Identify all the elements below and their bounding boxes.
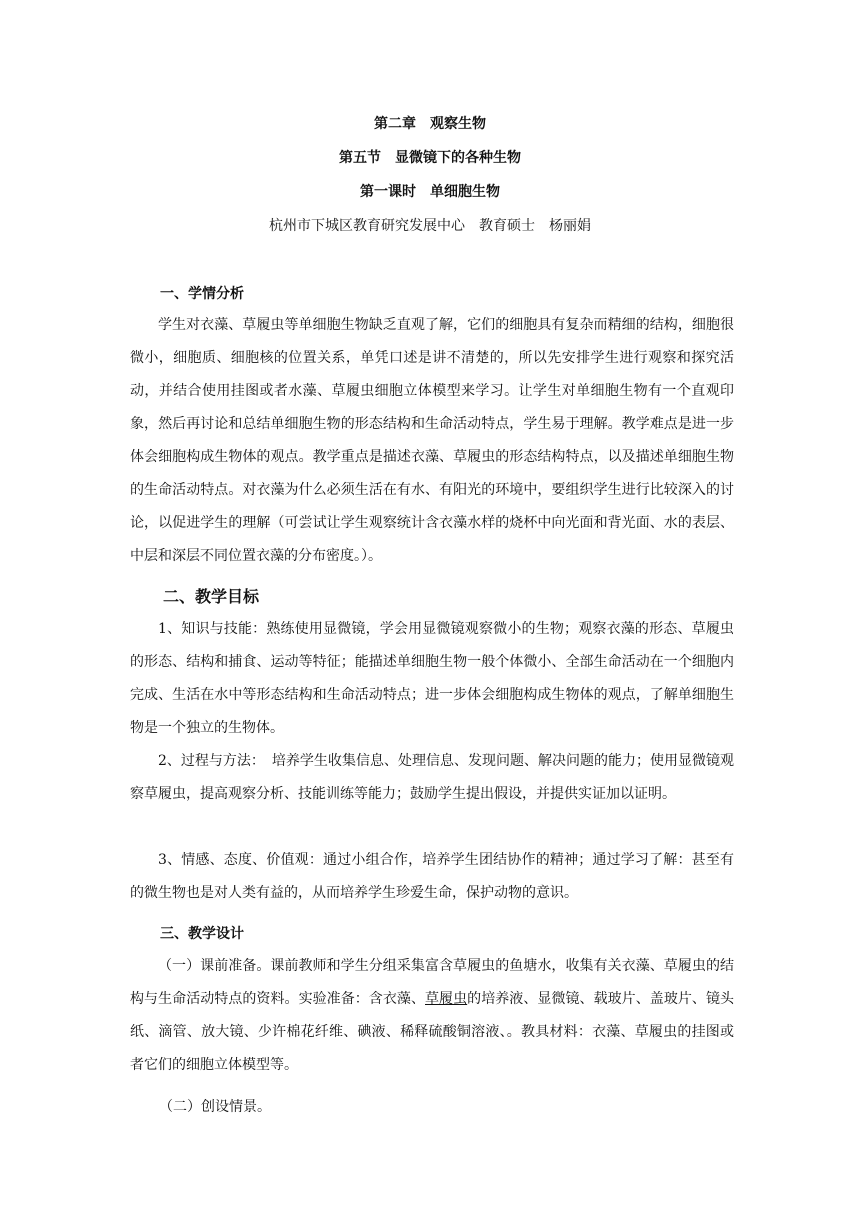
section-title: 第五节 显微镜下的各种生物	[339, 150, 521, 166]
paragraph-scene: （二）创设情景。	[159, 1099, 271, 1115]
heading-teaching-goals: 二、教学目标	[163, 587, 260, 606]
paragraph-preparation	[130, 950, 734, 1082]
preparation-text-a: （一）课前准备。课前教师和学生分组采集富含草履虫的鱼塘水，收集有关衣藻、草履虫的结构与生命活动特点的资料。实验准备：含衣藻、	[130, 958, 734, 1007]
author-line: 杭州市下城区教育研究发展中心 教育硕士 杨丽娟	[269, 218, 591, 234]
preparation-underlined-term: 草履虫	[425, 991, 468, 1007]
lesson-title: 第一课时 单细胞生物	[360, 184, 500, 200]
chapter-title: 第二章 观察生物	[374, 116, 486, 132]
heading-teaching-design: 三、教学设计	[160, 926, 244, 942]
paragraph-student-analysis: 学生对衣藻、草履虫等单细胞生物缺乏直观了解，它们的细胞具有复杂而精细的结构，细胞很微小，细胞质、细胞核的位置关系，单凭口述是讲不清楚的，所以先安排学生进行观察和探究活动，并结合使用挂图或者水藻、草履虫细胞立体模型来学习。让学生对单细胞生物有一个直观印象，然后再讨论和总结单细胞生物的形态结构和生命活动特点，学生易于理解。教学难点是进一步体会细胞构成生物体的观点。教学重点是描述衣藻、草履虫的形态结构特点，以及描述单细胞生物的生命活动特点。对衣藻为什么必须生活在有水、有阳光的环境中，要组织学生进行比较深入的讨论，以促进学生的理解（可尝试让学生观察统计含衣藻水样的烧杯中向光面和背光面、水的表层、中层和深层不同位置衣藻的分布密度。）。	[130, 317, 734, 564]
heading-student-analysis: 一、学情分析	[160, 286, 244, 302]
preparation-text-b: 的培养液、显微镜、载玻片、盖玻片、镜头纸、滴管、放大镜、少许棉花纤维、碘液、稀释硫酸铜溶液、。教具材料：衣藻、草履虫的挂图或者它们的细胞立体模型等。	[130, 991, 735, 1073]
paragraph-goal-knowledge: 1、知识与技能：熟练使用显微镜，学会用显微镜观察微小的生物；观察衣藻的形态、草履虫的形态、结构和捕食、运动等特征；能描述单细胞生物一般个体微小、全部生命活动在一个细胞内完成、生活在水中等形态结构和生命活动特点；进一步体会细胞构成生物体的观点，了解单细胞生物是一个独立的生物体。	[130, 621, 734, 736]
paragraph-goal-process: 2、过程与方法： 培养学生收集信息、处理信息、发现问题、解决问题的能力；使用显微镜观察草履虫，提高观察分析、技能训练等能力；鼓励学生提出假设，并提供实证加以证明。	[130, 753, 734, 802]
paragraph-goal-attitude: 3、情感、态度、价值观：通过小组合作，培养学生团结协作的精神；通过学习了解：甚至有的微生物也是对人类有益的，从而培养学生珍爱生命，保护动物的意识。	[130, 852, 734, 901]
